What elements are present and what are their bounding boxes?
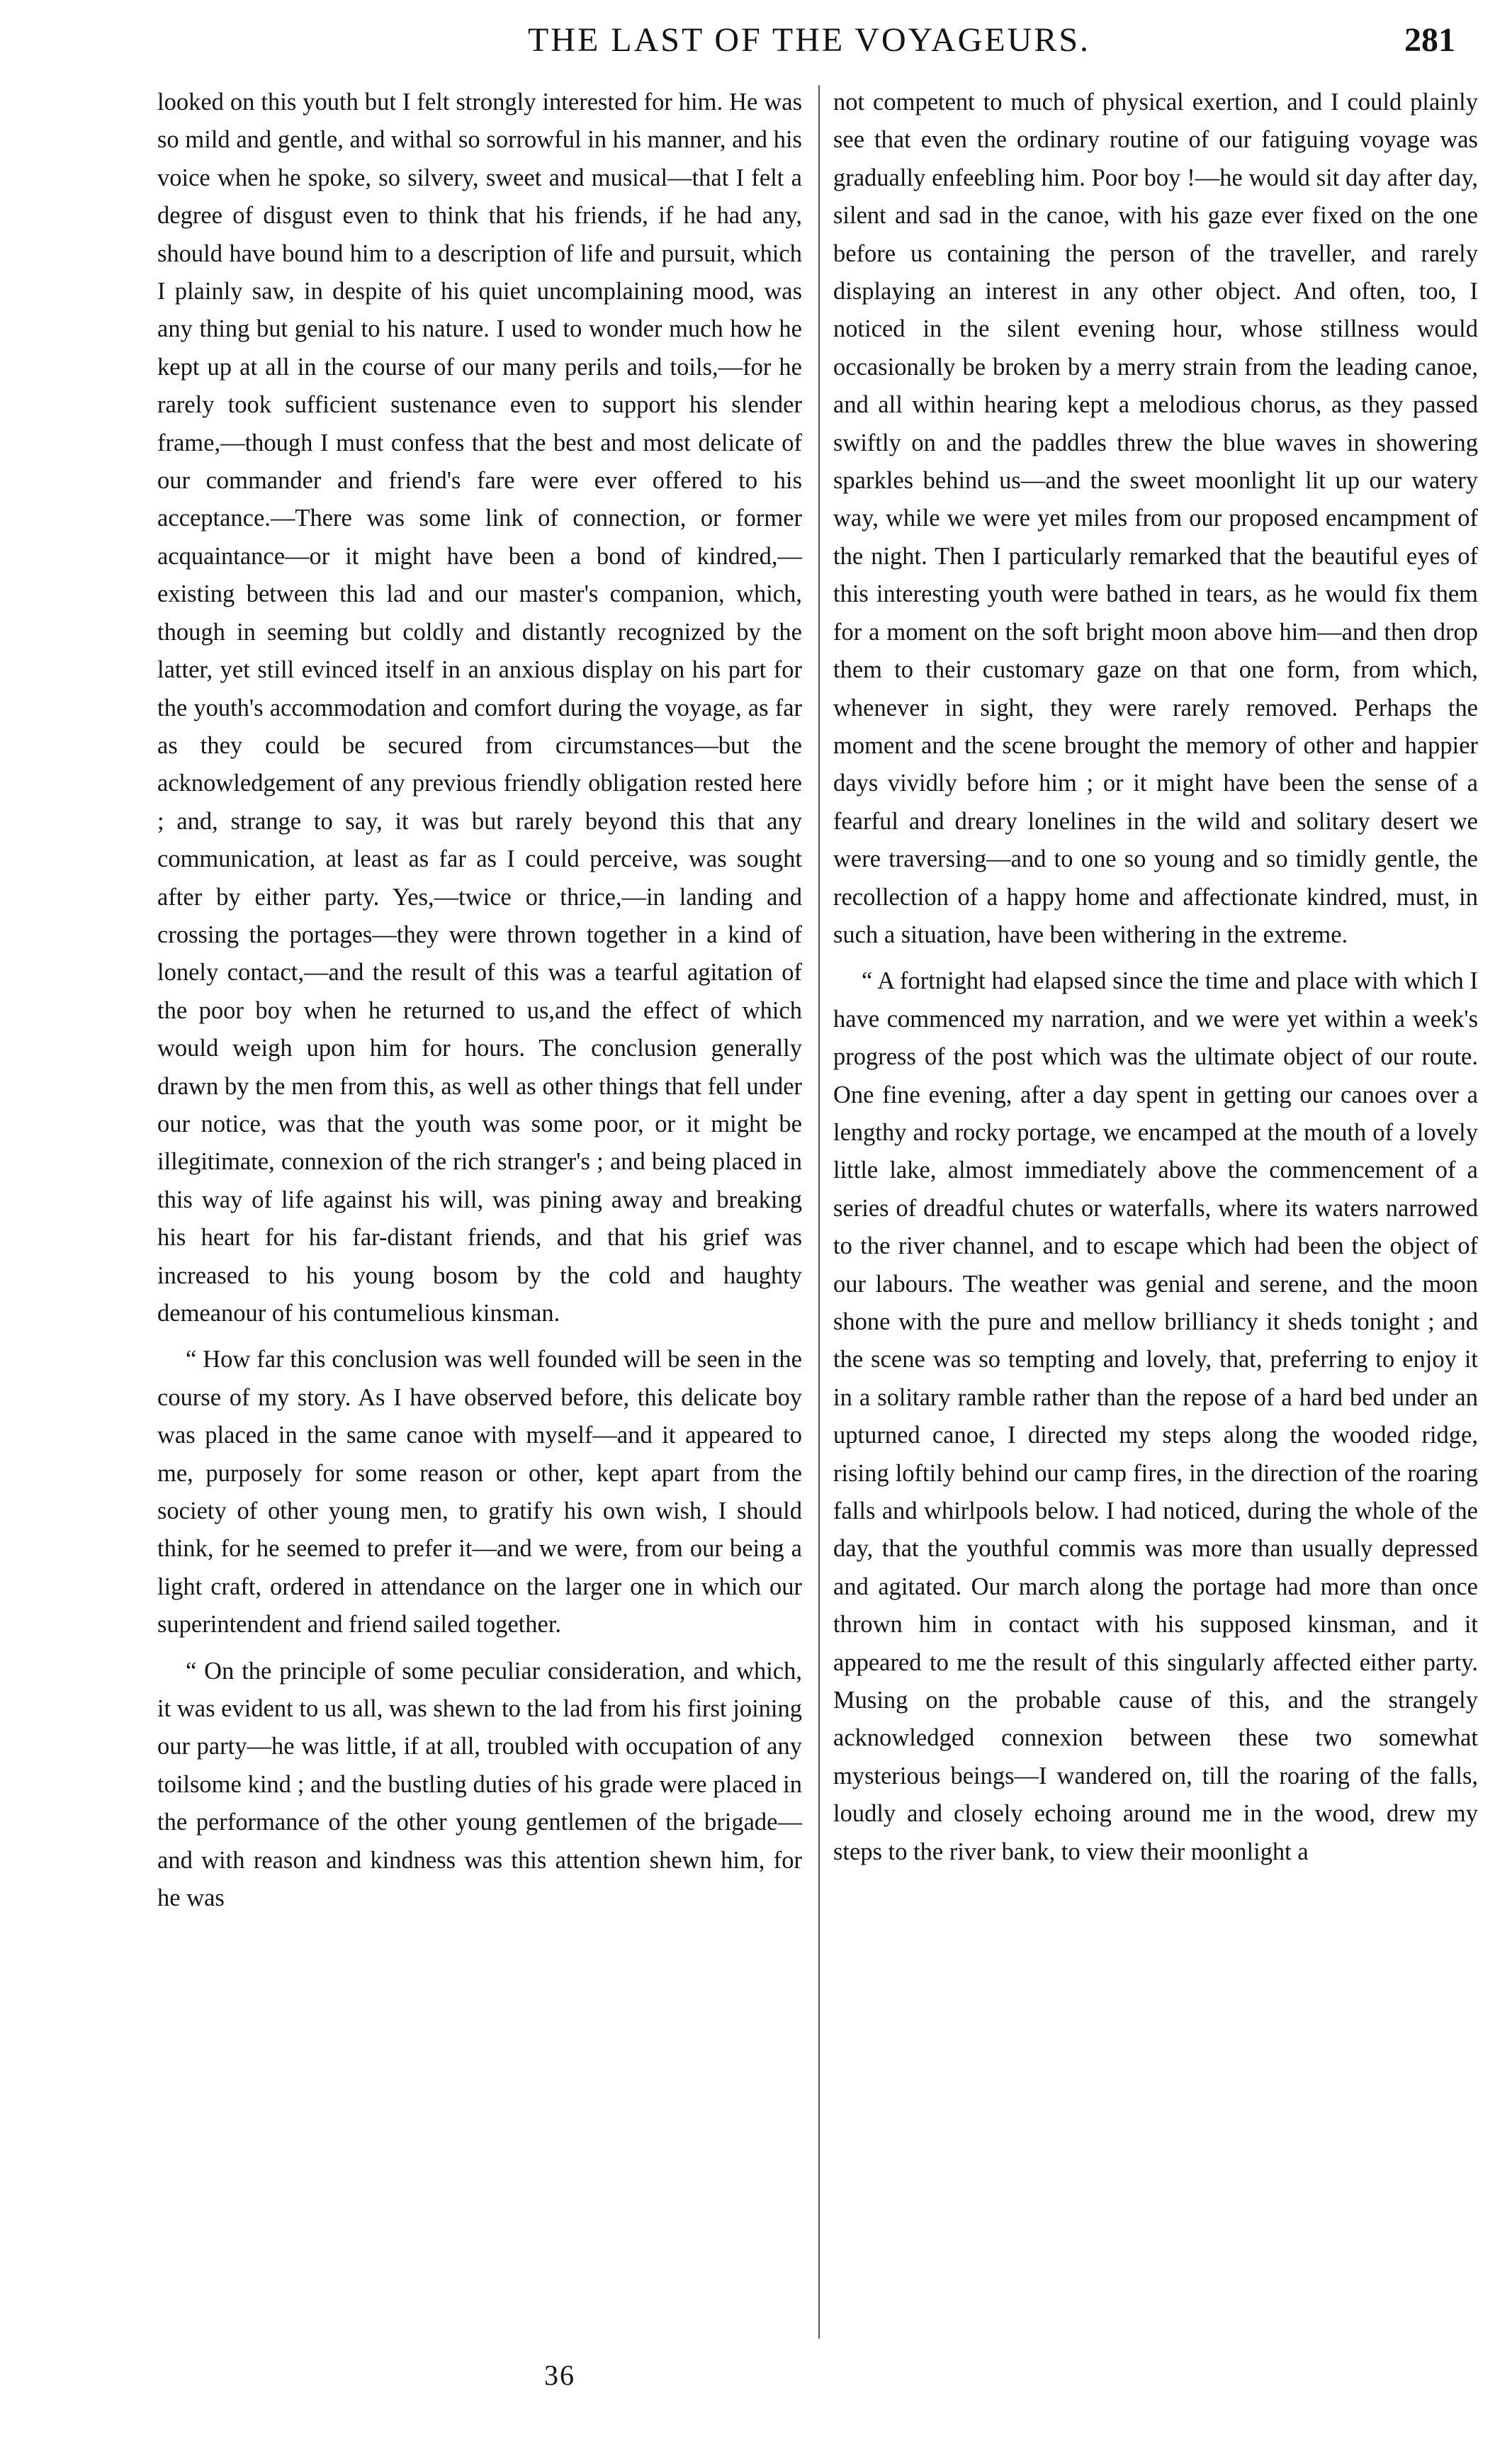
paragraph: “ A fortnight had elapsed since the time and place with which I have commenced my narration, and we were yet within a week's progress of the post which was the ultimate object of our route. One fine evening, after a day spent in getting our canoes over a lengthy and rocky portage, we encamped at the mouth of a lovely little lake, almost immediately above the commencement of a series of dreadful chutes or waterfalls, where its waters narrowed to the river channel, and to escape which had been the object of our labours. The weather was genial and serene, and the moon shone with the pure and mellow brilliancy it sheds tonight ; and the scene was so tempting and lovely, that, preferring to enjoy it in a solitary ramble rather than the repose of a hard bed under an upturned canoe, I directed my steps along the wooded ridge, rising loftily behind our camp fires, in the direction of the roaring falls and whirlpools below. I had noticed, during the whole of the day, that the youthful commis was more than usually depressed and agitated. Our march along the portage had more than once thrown him in contact with his supposed kinsman, and it appeared to me the result of this singularly affected either party. Musing on the probable cause of this, and the strangely acknowledged connexion between these two somewhat mysterious beings—I wandered on, till the roaring of the falls, loudly and closely echoing around me in the wood, drew my steps to the river bank, to view their moonlight a: [833, 967, 1478, 1865]
column-divider: [818, 85, 820, 2339]
left-column: [157, 84, 802, 1918]
right-column: [833, 84, 1478, 1871]
paragraph: not competent to much of physical exertion, and I could plainly see that even the ordinary routine of our fatiguing voyage was gradually enfeebling him. Poor boy !—he would sit day after day, silent and sad in the canoe, with his gaze ever fixed on the one before us containing the person of the traveller, and rarely displaying an interest in any other object. And often, too, I noticed in the silent evening hour, whose stillness would occasionally be broken by a merry strain from the leading canoe, and all within hearing kept a melodious chorus, as they passed swiftly on and the paddles threw the blue waves in showering sparkles behind us—and the sweet moonlight lit up our watery way, while we were yet miles from our proposed encampment of the night. Then I particularly remarked that the beautiful eyes of this interesting youth were bathed in tears, as he would fix them for a moment on the soft bright moon above him—and then drop them to their customary gaze on that one form, from which, whenever in sight, they were rarely removed. Perhaps the moment and the scene brought the memory of other and happier days vividly before him ; or it might have been the sense of a fearful and dreary lonelines in the wild and solitary desert we were traversing—and to one so young and so timidly gentle, the recollection of a happy home and affectionate kindred, must, in such a situation, have been withering in the extreme.: [833, 89, 1478, 948]
running-head: [156, 16, 1462, 65]
paragraph: looked on this youth but I felt strongly interested for him. He was so mild and gentle, and withal so sorrowful in his manner, and his voice when he spoke, so silvery, sweet and musical—that I felt a degree of disgust even to think that his friends, if he had any, should have bound him to a description of life and pursuit, which I plainly saw, in despite of his quiet uncomplaining mood, was any thing but genial to his nature. I used to wonder much how he kept up at all in the course of our many perils and toils,—for he rarely took sufficient sustenance even to support his slender frame,—though I must confess that the best and most delicate of our commander and friend's fare were ever offered to his acceptance.—There was some link of connection, or former acquaintance—or it might have been a bond of kindred,—existing between this lad and our master's companion, which, though in seeming but coldly and distantly recognized by the latter, yet still evinced itself in an anxious display on his part for the youth's accommodation and comfort during the voyage, as far as they could be secured from circumstances—but the acknowledgement of any previous friendly obligation rested here ; and, strange to say, it was but rarely beyond this that any communication, at least as far as I could perceive, was sought after by either party. Yes,—twice or thrice,—in landing and crossing the portages—they were thrown together in a kind of lonely contact,—and the result of this was a tearful agitation of the poor boy when he returned to us,and the effect of which would weigh upon him for hours. The conclusion generally drawn by the men from this, as well as other things that fell under our notice, was that the youth was some poor, or it might be illegitimate, connexion of the rich stranger's ; and being placed in this way of life against his will, was pining away and breaking his heart for his far-distant friends, and that his grief was increased to his young bosom by the cold and haughty demeanour of his contumelious kinsman.: [157, 89, 802, 1327]
running-title: THE LAST OF THE VOYAGEURS.: [527, 21, 1091, 59]
page-number: 281: [1404, 21, 1455, 59]
signature-mark: 36: [544, 2359, 575, 2391]
paragraph: “ On the principle of some peculiar consideration, and which, it was evident to us all, was shewn to the lad from his first joining our party—he was little, if at all, troubled with occupation of any toilsome kind ; and the bustling duties of his grade were placed in the performance of the other young gentlemen of the brigade—and with reason and kindness was this attention shewn him, for he was: [157, 1657, 802, 1912]
paragraph: “ How far this conclusion was well founded will be seen in the course of my story. As I have observed before, this delicate boy was placed in the same canoe with myself—and it appeared to me, purposely for some reason or other, kept apart from the society of other young men, to gratify his own wish, I should think, for he seemed to prefer it—and we were, from our being a light craft, ordered in attendance on the larger one in which our superintendent and friend sailed together.: [157, 1346, 802, 1639]
